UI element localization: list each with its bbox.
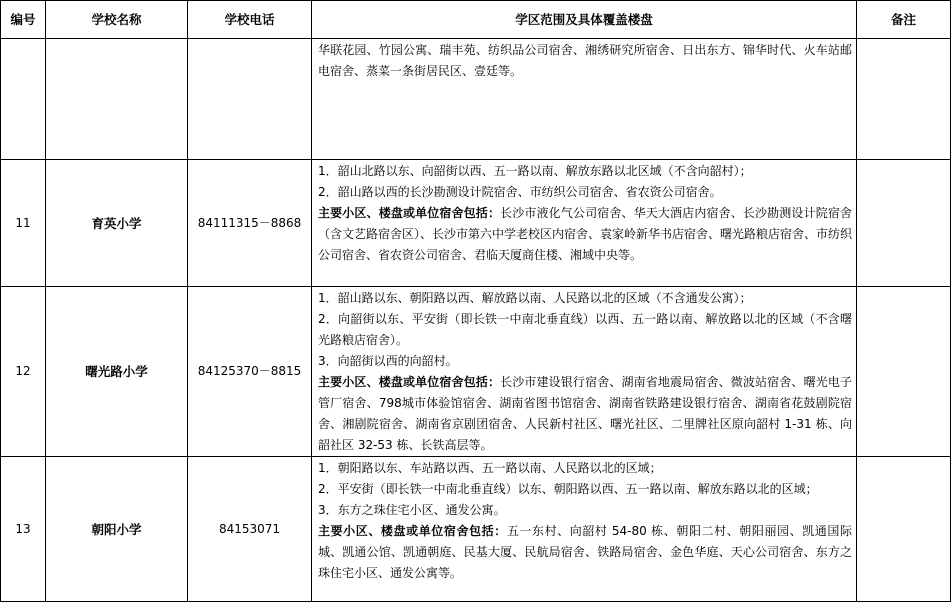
scope-main-text: 长沙市液化气公司宿舍、华天大酒店内宿舍、长沙勘测设计院宿舍（含文艺路宿舍区）、长沙市第六中学老校区内宿舍、袁家岭新华书店宿舍、曙光路粮店宿舍、市纺织公司宿舍、省农资公司宿舍、君临天厦商住楼、湘域中央等。	[318, 206, 853, 262]
row-school-name	[46, 39, 188, 160]
row-school-phone: 84111315－8868	[188, 160, 312, 287]
scope-main-list	[318, 521, 852, 584]
row-remark	[857, 39, 951, 160]
row-school-name: 曙光路小学	[46, 287, 188, 457]
header-school-name: 学校名称	[46, 1, 188, 39]
row-school-name: 朝阳小学	[46, 457, 188, 602]
table-row	[1, 457, 951, 602]
scope-line: 2．韶山路以西的长沙勘测设计院宿舍、市纺织公司宿舍、省农资公司宿舍。	[318, 185, 722, 199]
table-row	[1, 39, 951, 160]
row-num: 11	[1, 160, 46, 287]
scope-line: 2．向韶街以东、平安街（即长铁一中南北垂直线）以西、五一路以南、解放路以北的区域（不含曙光路粮店宿舍）。	[318, 312, 852, 347]
row-district-scope	[312, 287, 857, 457]
scope-main-label: 主要小区、楼盘或单位宿舍包括：	[318, 206, 501, 220]
scope-line: 1．韶山北路以东、向韶街以西、五一路以南、解放东路以北区域（不含向韶村）；	[318, 164, 752, 178]
row-district-scope	[312, 160, 857, 287]
scope-line: 2．平安街（即长铁一中南北垂直线）以东、朝阳路以西、五一路以南、解放东路以北的区域；	[318, 482, 818, 496]
scope-main-list	[318, 203, 852, 266]
row-school-name: 育英小学	[46, 160, 188, 287]
header-school-phone: 学校电话	[188, 1, 312, 39]
scope-line: 1．韶山路以东、朝阳路以西、解放路以南、人民路以北的区域（不含通发公寓）；	[318, 291, 752, 305]
row-school-phone: 84153071	[188, 457, 312, 602]
table-row	[1, 287, 951, 457]
header-remark: 备注	[857, 1, 951, 39]
scope-line: 1．朝阳路以东、车站路以西、五一路以南、人民路以北的区域；	[318, 461, 662, 475]
row-district-scope	[312, 457, 857, 602]
scope-main-label: 主要小区、楼盘或单位宿舍包括：	[318, 375, 501, 389]
scope-line: 华联花园、竹园公寓、瑞丰苑、纺织品公司宿舍、湘绣研究所宿舍、日出东方、锦华时代、火车站邮电宿舍、蒸菜一条街居民区、壹廷等。	[318, 43, 852, 78]
row-remark	[857, 287, 951, 457]
scope-main-text: 五一东村、向韶村 54-80 栋、朝阳二村、朝阳丽园、凯通国际城、凯通公馆、凯通朝庭、民基大厦、民航局宿舍、铁路局宿舍、金色华庭、天心公司宿舍、东方之珠住宅小区、通发公寓等。	[318, 524, 852, 580]
scope-main-label: 主要小区、楼盘或单位宿舍包括：	[318, 524, 507, 538]
row-num: 12	[1, 287, 46, 457]
scope-main-list	[318, 372, 852, 456]
header-row	[1, 1, 951, 39]
row-school-phone	[188, 39, 312, 160]
header-district-scope: 学区范围及具体覆盖楼盘	[312, 1, 857, 39]
table-row	[1, 160, 951, 287]
header-num: 编号	[1, 1, 46, 39]
scope-line: 3．东方之珠住宅小区、通发公寓。	[318, 503, 506, 517]
row-school-phone: 84125370－8815	[188, 287, 312, 457]
row-remark	[857, 457, 951, 602]
row-remark	[857, 160, 951, 287]
scope-main-text: 长沙市建设银行宿舍、湖南省地震局宿舍、微波站宿舍、曙光电子管厂宿舍、798城市体验馆宿舍、湖南省图书馆宿舍、湖南省铁路建设银行宿舍、湖南省花鼓剧院宿舍、湘剧院宿舍、湖南省京剧团宿舍、人民新村社区、曙光社区、二里牌社区原向韶村 1-31 栋、向韶社区 32-53 栋、长铁高层等。	[318, 375, 852, 452]
scope-line: 3．向韶街以西的向韶村。	[318, 354, 458, 368]
row-num: 13	[1, 457, 46, 602]
row-num	[1, 39, 46, 160]
row-district-scope	[312, 39, 857, 160]
